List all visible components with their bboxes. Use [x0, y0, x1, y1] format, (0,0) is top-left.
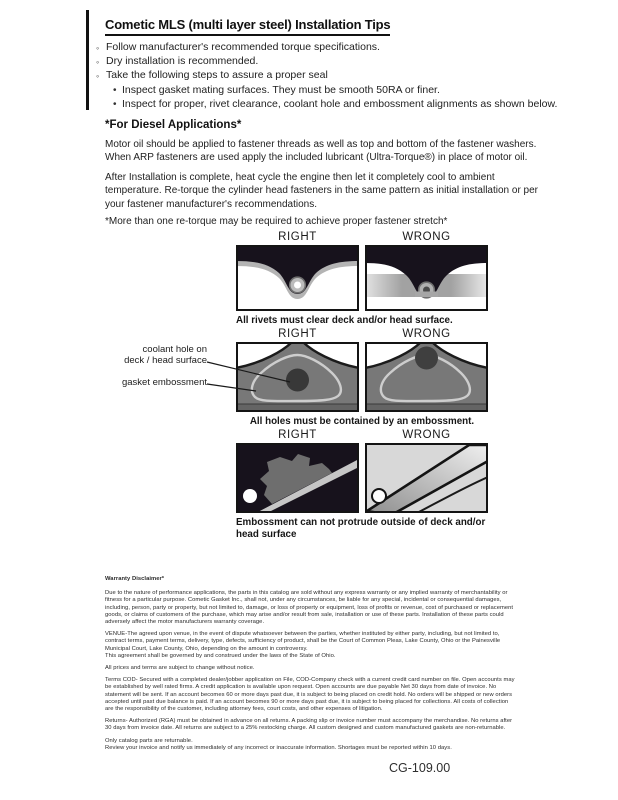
figure-caption: All holes must be contained by an embossment.	[249, 416, 475, 427]
rivet-wrong-diagram	[365, 245, 488, 311]
figure-labels	[236, 328, 488, 340]
installation-tips-list	[96, 41, 566, 112]
list-item-text: Inspect for proper, rivet clearance, coolant hole and embossment alignments as shown below.	[122, 97, 558, 110]
wrong-label: WRONG	[402, 429, 451, 441]
rivet-right-diagram	[236, 245, 359, 311]
protrusion-wrong-diagram	[365, 443, 488, 513]
list-item	[96, 69, 566, 83]
retorque-note: *More than one re-torque may be required to achieve proper fastener stretch*	[105, 216, 448, 227]
list-item	[96, 98, 566, 112]
list-item-text: Take the following steps to assure a proper seal	[106, 69, 328, 82]
returns-paragraph: Returns- Authorized (RGA) must be obtained in advance on all returns. A packing slip or invoice number must accompany the merchandise. No returns after 30 days from invoice date. All returns are subject to a 25% restocking charge. All custom designed and custom manufactured gaskets are non-returnable.	[105, 718, 513, 732]
warranty-heading: Warranty Disclaimer*	[105, 576, 165, 582]
figure-caption: All rivets must clear deck and/or head surface.	[236, 315, 453, 326]
venue-paragraph: VENUE-The agreed upon venue, in the event of dispute whatsoever between the parties, whether instituted by either party, including, but not limited to, contract terms, payment terms, delivery, type, defects, sufficiency of product, shall be the Court of Common Pleas, Lake County, Ohio or the Painesville Municipal Court, Lake County, Ohio, depending on the amount in controversy.	[105, 631, 501, 652]
figure-embossment-protrusion	[236, 429, 488, 540]
protrusion-right-diagram	[236, 443, 359, 513]
page-title: Cometic MLS (multi layer steel) Installation Tips	[105, 17, 390, 36]
filled-bullet-icon: •	[113, 85, 117, 97]
invoice-review-line: Review your invoice and notify us immediately of any incorrect or inaccurate information. Shortages must be reported within 10 days.	[105, 744, 452, 751]
list-item	[96, 55, 566, 69]
figure-boxes	[236, 245, 488, 311]
figure-labels	[236, 429, 488, 441]
figure-rivet-clearance	[236, 231, 488, 327]
list-item-text: Inspect gasket mating surfaces. They must be smooth 50RA or finer.	[122, 83, 440, 96]
open-bullet-icon: ◦	[96, 56, 100, 67]
open-bullet-icon: ◦	[96, 70, 100, 81]
warranty-paragraph: Due to the nature of performance applications, the parts in this catalog are sold without any express warranty or any implied warranty of merchantability or fitness for a particular purpose. Cometic Gasket Inc., shall not, under any circumstances, be liable for any special, incidental or consequential damages, including, person, party or property, but not limited to, damage, or loss of property or equipment, loss of profits or revenue, cost of purchased or replacement goods, or claims of customers of the purchase, which may arise and/or result from sale, installation or use of these parts. Installation of these parts could adversely affect the motor manufacturers warranty coverage.	[105, 590, 514, 626]
returnable-line: Only catalog parts are returnable.	[105, 737, 193, 744]
left-margin-rule	[86, 10, 89, 110]
label-pointer-lines	[200, 355, 310, 400]
wrong-label: WRONG	[402, 231, 451, 243]
open-bullet-icon: ◦	[96, 42, 100, 53]
right-label: RIGHT	[278, 231, 317, 243]
list-item-text: Follow manufacturer's recommended torque specifications.	[106, 41, 380, 53]
page-code: CG-109.00	[389, 761, 451, 775]
figure-boxes	[236, 443, 488, 513]
diesel-paragraph-1: Motor oil should be applied to fastener threads as well as top and bottom of the fastener washers. When ARP fasteners are used apply the included lubricant (Ultra-Torque®) in place of motor oil.	[105, 139, 537, 164]
list-item	[96, 84, 566, 98]
gasket-embossment-label: gasket embossment	[121, 377, 207, 388]
prices-terms-line: All prices and terms are subject to change without notice.	[105, 665, 255, 672]
wrong-label: WRONG	[402, 328, 451, 340]
governing-law-line: This agreement shall be governed by and construed under the laws of the State of Ohio.	[105, 652, 336, 659]
terms-paragraph: Terms COD- Secured with a completed dealer/jobber application on File, COD-Company check with a current credit card number on file. Open accounts may be established by well rated firms. A credit application is available upon request. Open accounts are due payable Net 30 days from date of invoice. No statement will be sent. If an account becomes 60 or more days past due, it is subject to being placed on credit hold. No orders will be shipped or new orders accepted until past due balance is paid. If an account becomes 90 or more days past due, it is subject to being placed for collections. All costs of collection are the responsibility of the customer, including attorney fees, court costs, and other expenses of litigation.	[105, 677, 515, 713]
diesel-paragraph-2: After Installation is complete, heat cycle the engine then let it completely cool to ambient temperature. Re-torque the cylinder head fasteners in the same pattern as initial installation or per your fastener manufacturer's recommendations.	[105, 172, 539, 210]
figure-caption: Embossment can not protrude outside of deck and/or head surface	[236, 517, 486, 540]
list-item	[96, 41, 566, 55]
right-label: RIGHT	[278, 429, 317, 441]
coolant-hole-label: coolant hole on deck / head surface	[124, 344, 207, 366]
diesel-applications-heading: *For Diesel Applications*	[105, 119, 242, 131]
filled-bullet-icon: •	[113, 99, 117, 111]
right-label: RIGHT	[278, 328, 317, 340]
figure-labels	[236, 231, 488, 243]
warranty-disclaimer-section	[105, 576, 517, 757]
coolant-wrong-diagram	[365, 342, 488, 412]
list-item-text: Dry installation is recommended.	[106, 55, 259, 68]
